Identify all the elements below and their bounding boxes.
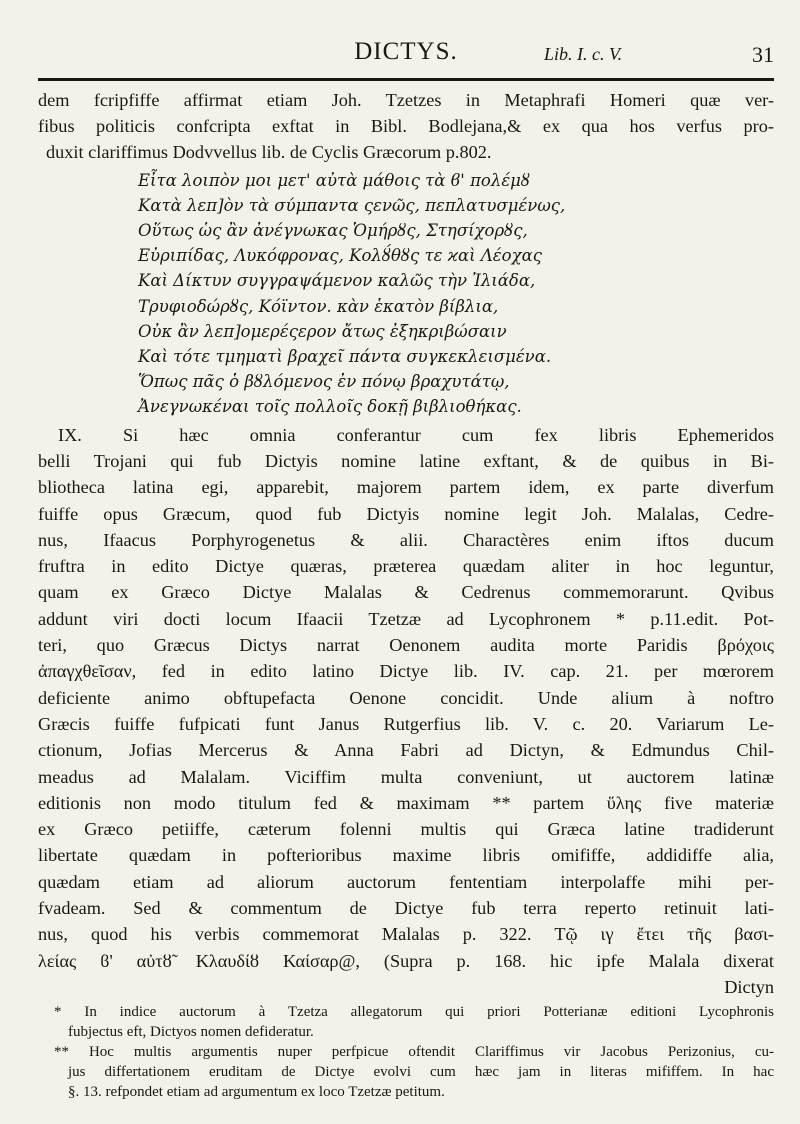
greek-verse-line: Οὐκ ἂν λεπ]ομερέςερον ἄτως ἐξηκριβώσαιν — [138, 321, 507, 341]
chapter-reference: Lib. I. c. V. — [544, 44, 623, 64]
body-line: libertate quædam in pofterioribus maxime libris omififfe, addidiffe alia, — [38, 845, 774, 866]
footnote-line: fubjectus eft, Dictyos nomen defideratur. — [68, 1024, 314, 1041]
greek-verse-line: Καὶ Δίκτυν συγγραψάμενον καλῶς τὴν Ἰλιάδα, — [138, 271, 536, 291]
page-number: 31 — [752, 42, 774, 67]
body-line: ἀπαγχθεῖσαν, fed in edito latino Dictye lib. IV. cap. 21. per mœrorem — [38, 661, 774, 682]
body-line: belli Trojani qui fub Dictyis nomine latine exftant, & de quibus in Bi- — [38, 450, 774, 471]
greek-verse-line: Οὕτως ὡς ἂν ἀνέγνωκας Ὁμήρȣς, Στησίχορȣς, — [138, 221, 528, 241]
footnote-line: * In indice auctorum à Tzetza allegatorum qui priori Potterianæ editioni Lycophronis — [54, 1004, 774, 1021]
intro-line: dem fcripfiffe affirmat etiam Joh. Tzetzes in Metaphrafi Homeri quæ ver- — [38, 90, 774, 110]
running-title: DICTYS. — [354, 38, 458, 65]
body-line: addunt viri docti locum Ifaacii Tzetzæ ad Lycophronem * p.11.edit. Pot- — [38, 608, 774, 629]
body-line: ctionum, Jofias Mercerus & Anna Fabri ad Dictyn, & Edmundus Chil- — [38, 740, 774, 761]
footnote-line: jus differtationem eruditam de Dictye evolvi cum hæc jam in literas mififfem. In hac — [68, 1064, 774, 1081]
body-line: λείας ϐ' αὐτȣ̃ Κλαυδίȣ Καίσαρ@, (Supra p. 168. hic ipfe Malala dixerat — [38, 950, 774, 971]
greek-verse-line: Τρυφιοδώρȣς, Κόϊντον. κὰν ἑκατὸν βίβλια, — [138, 296, 499, 316]
greek-verse-line: Ἀνεγνωκέναι τοῖς πολλοῖς δοκῇ βιβλιοθήκας. — [138, 397, 522, 417]
header-rule — [38, 78, 774, 81]
body-line: meadus ad Malalam. Viciffim multa conveniunt, ut auctorem latinæ — [38, 766, 774, 787]
greek-verse-line: Καὶ τότε τμηματὶ βραχεῖ πάντα συγκεκλεισμένα. — [138, 347, 552, 367]
greek-verse-quote — [138, 168, 774, 420]
body-line: deficiente animo obftupefacta Oenone concidit. Unde alium à noftro — [38, 687, 774, 708]
body-line: quædam etiam ad aliorum auctorum fententiam interpolaffe mihi per- — [38, 871, 774, 892]
greek-verse-line: Κατὰ λεπ]ὸν τὰ σύμπαντα ςενῶς, πεπλατυσμένως, — [138, 195, 566, 215]
greek-verse-line: Εἶτα λοιπὸν μοι μετ' αὐτὰ μάθοις τὰ ϐ' πολέμȣ — [138, 170, 531, 190]
body-line: bliotheca latina egi, apparebit, majorem partem idem, ex parte diverfum — [38, 477, 774, 498]
intro-paragraph — [38, 87, 774, 166]
footnote-line: ** Hoc multis argumentis nuper perfpicue oftendit Clariffimus vir Jacobus Perizonius, cu- — [54, 1044, 774, 1061]
intro-line: duxit clariffimus Dodvvellus lib. de Cyclis Græcorum p.802. — [46, 142, 492, 163]
body-line: fvadeam. Sed & commentum de Dictye fub terra reperto retinuit lati- — [38, 897, 774, 918]
catchword: Dictyn — [724, 976, 774, 997]
body-line: nus, quod his verbis commemorat Malalas p. 322. Τῷ ιγ ἔτει τῆς βασι- — [38, 924, 774, 945]
book-page — [38, 38, 774, 1102]
body-line: editionis non modo titulum fed & maximam ** partem ὕλης five materiæ — [38, 792, 774, 813]
section-ix-paragraph — [38, 422, 774, 1001]
greek-verse-line: Εὐριπίδας, Λυκόφρονας, Κολȣ́θȣς τε ϰαὶ Λέοχας — [138, 246, 542, 266]
greek-verse-line: Ὅπως πᾶς ὁ βȣλόμενος ἐν πόνῳ βραχυτάτῳ, — [138, 372, 510, 392]
body-line: Græcis fuiffe fufpicati funt Janus Rutgerfius lib. V. c. 20. Variarum Le- — [38, 713, 774, 734]
body-line: fruftra in edito Dictye quæras, præterea quædam aliter in hoc leguntur, — [38, 556, 774, 577]
running-header — [38, 38, 774, 78]
body-line: ex Græco petiiffe, cæterum folenni multis qui Græca latine tradiderunt — [38, 819, 774, 840]
body-line: IX. Si hæc omnia conferantur cum fex libris Ephemeridos — [58, 424, 774, 445]
body-line: teri, quo Græcus Dictys narrat Oenonem audita morte Paridis βρόχοις — [38, 635, 774, 656]
footnotes — [38, 1002, 774, 1102]
intro-line: fibus politicis confcripta exftat in Bibl. Bodlejana,& ex qua hos verfus pro- — [38, 116, 774, 137]
footnote-line: §. 13. refpondet etiam ad argumentum ex loco Tzetzæ petitum. — [68, 1084, 445, 1101]
body-line: quam ex Græco Dictye Malalas & Cedrenus commemorarunt. Qvibus — [38, 582, 774, 603]
body-line: nus, Ifaacus Porphyrogenetus & alii. Charactères enim iftos ducum — [38, 529, 774, 550]
body-line: fuiffe opus Græcum, quod fub Dictyis nomine legit Joh. Malalas, Cedre- — [38, 503, 774, 524]
